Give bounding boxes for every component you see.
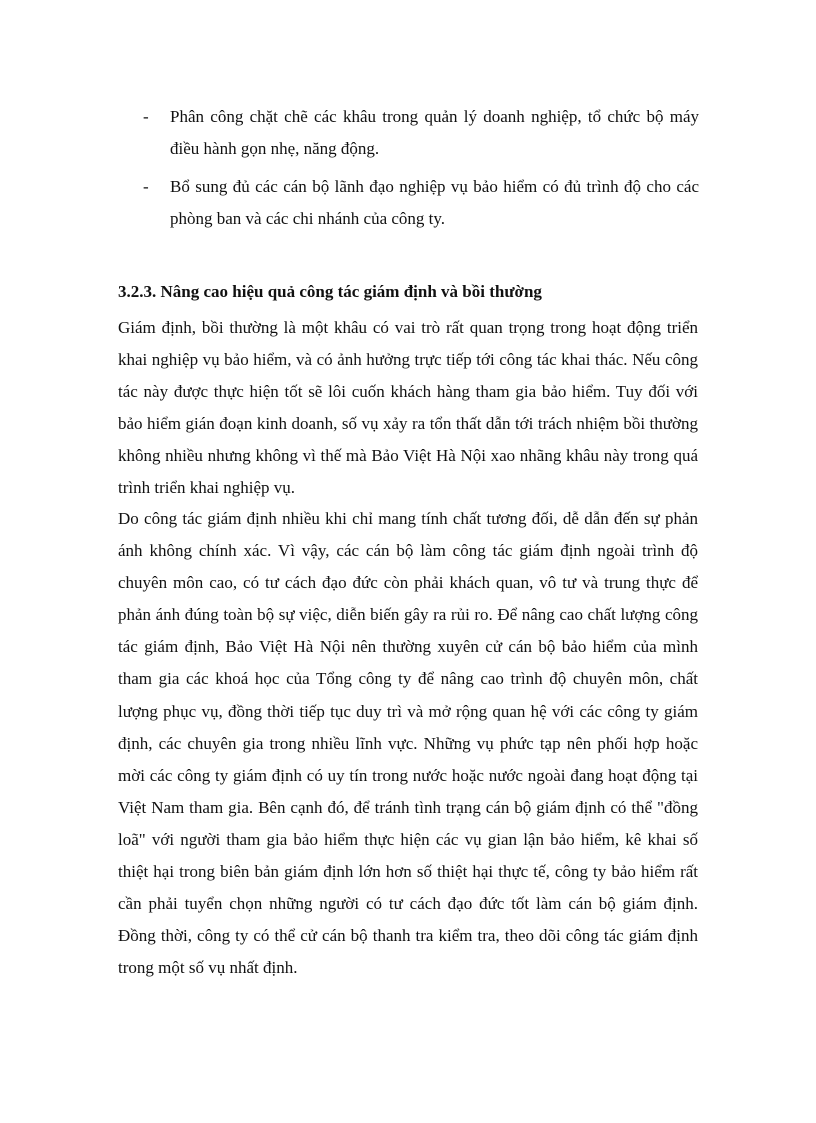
bullet-list xyxy=(143,101,699,241)
bullet-item xyxy=(143,171,699,235)
body-paragraph: Giám định, bồi thường là một khâu có vai trò rất quan trọng trong hoạt động triển khai nghiệp vụ bảo hiểm, và có ảnh hưởng trực tiếp tới công tác khai thác. Nếu công tác này được thực hiện tốt sẽ lôi cuốn khách hàng tham gia bảo hiểm. Tuy đối với bảo hiểm gián đoạn kinh doanh, số vụ xảy ra tổn thất dẫn tới trách nhiệm bồi thường không nhiều nhưng không vì thế mà Bảo Việt Hà Nội xao nhãng khâu này trong quá trình triển khai nghiệp vụ. xyxy=(118,318,698,498)
bullet-item xyxy=(143,101,699,165)
bullet-text: Phân công chặt chẽ các khâu trong quản lý doanh nghiệp, tổ chức bộ máy điều hành gọn nhẹ, năng động. xyxy=(170,107,699,158)
bullet-text: Bổ sung đủ các cán bộ lãnh đạo nghiệp vụ bảo hiểm có đủ trình độ cho các phòng ban và các chi nhánh của công ty. xyxy=(170,177,699,228)
body-paragraph: Do công tác giám định nhiều khi chỉ mang tính chất tương đối, dễ dẫn đến sự phản ánh không chính xác. Vì vậy, các cán bộ làm công tác giám định ngoài trình độ chuyên môn cao, có tư cách đạo đức còn phải khách quan, vô tư và trung thực để phản ánh đúng toàn bộ sự việc, diễn biến gây ra rủi ro. Để nâng cao chất lượng công tác giám định, Bảo Việt Hà Nội nên thường xuyên cử cán bộ bảo hiểm của mình tham gia các khoá học của Tổng công ty để nâng cao trình độ chuyên môn, chất lượng phục vụ, đồng thời tiếp tục duy trì và mở rộng quan hệ với các công ty giám định, các chuyên gia trong nhiều lĩnh vực. Những vụ phức tạp nên phối hợp hoặc mời các công ty giám định có uy tín trong nước hoặc nước ngoài đang hoạt động tại Việt Nam tham gia. Bên cạnh đó, để tránh tình trạng cán bộ giám định có thể "đồng loã" với người tham gia bảo hiểm thực hiện các vụ gian lận bảo hiểm, kê khai số thiệt hại trong biên bản giám định lớn hơn số thiệt hại thực tế, công ty bảo hiểm rất cần phải tuyển chọn những người có tư cách đạo đức tốt làm cán bộ giám định. Đồng thời, công ty có thể cử cán bộ thanh tra kiểm tra, theo dõi công tác giám định trong một số vụ nhất định. xyxy=(118,509,698,978)
section-heading: 3.2.3. Nâng cao hiệu quả công tác giám định và bồi thường xyxy=(118,282,542,301)
bullet-marker: - xyxy=(143,177,149,196)
bullet-marker: - xyxy=(143,107,149,126)
